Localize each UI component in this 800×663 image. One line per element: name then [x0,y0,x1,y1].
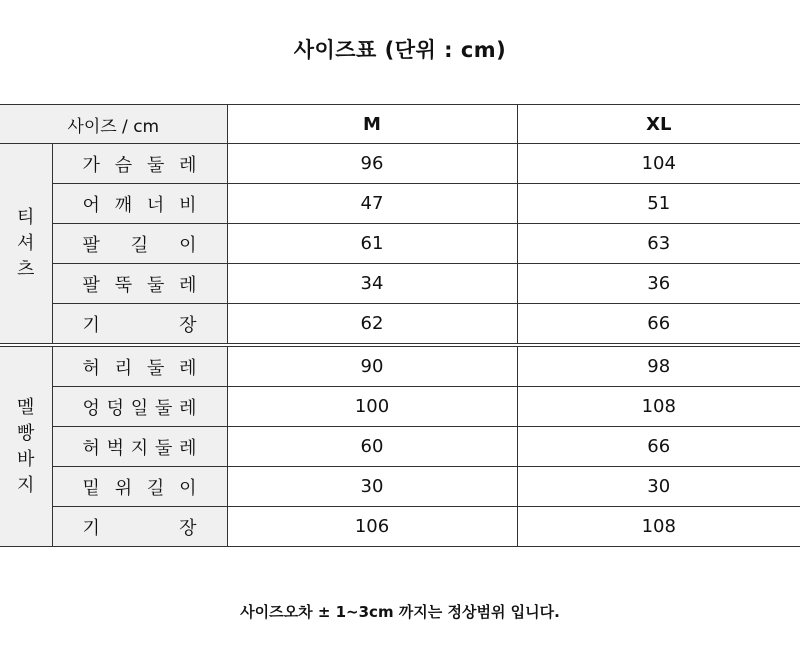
measurement-label-char: 팔 [82,274,100,296]
measurement-label-text [83,394,197,420]
group-label-char: 티 [17,206,35,228]
value-size-xl: 63 [517,224,800,264]
measurement-label-char: 레 [179,274,197,296]
measurement-label-char: 뚝 [114,274,133,296]
table-row [0,144,800,184]
group-label-char: 멜 [17,396,35,418]
table-row [0,507,800,547]
measurement-label-text [83,191,197,217]
measurement-label-char: 장 [179,517,197,539]
group-label-char: 지 [17,474,35,496]
table-row [0,467,800,507]
measurement-label-char: 벅 [106,437,125,459]
header-size-m: M [227,105,517,144]
measurement-label-char: 허 [82,437,100,459]
measurement-label-char: 리 [114,357,133,379]
measurement-label-char: 레 [179,154,197,176]
value-size-m: 61 [227,224,517,264]
measurement-label-char: 가 [82,154,100,176]
measurement-label-char: 길 [146,477,165,499]
value-size-xl: 36 [517,264,800,304]
measurement-label-char: 둘 [146,357,165,379]
measurement-label-char: 둘 [154,397,173,419]
measurement-label-char: 허 [82,357,100,379]
value-size-xl: 51 [517,184,800,224]
measurement-label-char: 밑 [82,477,100,499]
table-row [0,184,800,224]
value-size-xl: 30 [517,467,800,507]
measurement-label [52,467,227,507]
measurement-label-char: 덩 [106,397,125,419]
measurement-label-char: 위 [114,477,133,499]
value-size-m: 30 [227,467,517,507]
measurement-label-char: 이 [179,477,197,499]
value-size-m: 47 [227,184,517,224]
measurement-label-text [83,354,197,380]
value-size-m: 62 [227,304,517,344]
value-size-xl: 108 [517,507,800,547]
measurement-label-char: 기 [82,314,100,336]
measurement-label-char: 이 [179,234,197,256]
measurement-label-char: 둘 [146,274,165,296]
measurement-label [52,387,227,427]
measurement-label [52,264,227,304]
tshirt-group-label [0,144,52,344]
measurement-label-char: 둘 [146,154,165,176]
measurement-label [52,224,227,264]
value-size-m: 96 [227,144,517,184]
measurement-label-text [83,514,197,540]
group-label-char: 빵 [17,422,35,444]
group-label-char: 바 [17,448,35,470]
measurement-label-text [83,311,197,337]
measurement-label [52,304,227,344]
table-row [0,347,800,387]
table-row [0,387,800,427]
measurement-label-char: 엉 [82,397,100,419]
measurement-label-text [83,271,197,297]
measurement-label-char: 지 [130,437,149,459]
measurement-label [52,427,227,467]
size-table [0,104,800,547]
measurement-label-char: 레 [179,397,197,419]
measurement-label [52,507,227,547]
page-title: 사이즈표 (단위 : cm) [293,38,507,62]
measurement-label-text [83,151,197,177]
value-size-xl: 104 [517,144,800,184]
value-size-xl: 108 [517,387,800,427]
value-size-m: 106 [227,507,517,547]
measurement-label-char: 기 [82,517,100,539]
value-size-xl: 66 [517,304,800,344]
measurement-label-char: 장 [179,314,197,336]
measurement-label-char: 일 [130,397,149,419]
header-size-xl: XL [517,105,800,144]
table-row [0,304,800,344]
table-row [0,224,800,264]
value-size-m: 90 [227,347,517,387]
measurement-label-char: 슴 [114,154,133,176]
measurement-label-text [83,474,197,500]
table-row [0,264,800,304]
header-corner: 사이즈 / cm [0,105,227,144]
group-label-char: 셔 [17,232,35,254]
value-size-m: 60 [227,427,517,467]
value-size-m: 34 [227,264,517,304]
measurement-label [52,347,227,387]
value-size-xl: 98 [517,347,800,387]
measurement-label-char: 너 [146,194,165,216]
group-label-char: 츠 [17,258,35,280]
value-size-m: 100 [227,387,517,427]
size-tolerance-note: 사이즈오차 ± 1~3cm 까지는 정상범위 입니다. [240,603,560,621]
measurement-label-char: 어 [82,194,100,216]
measurement-label-char: 레 [179,357,197,379]
measurement-label-text [83,231,197,257]
overalls-group-label [0,347,52,547]
measurement-label-text [83,434,197,460]
measurement-label-char: 길 [130,234,149,256]
value-size-xl: 66 [517,427,800,467]
measurement-label [52,184,227,224]
measurement-label [52,144,227,184]
measurement-label-char: 팔 [82,234,100,256]
measurement-label-char: 둘 [154,437,173,459]
measurement-label-char: 비 [179,194,197,216]
measurement-label-char: 레 [179,437,197,459]
table-header-row [0,105,800,144]
measurement-label-char: 깨 [114,194,133,216]
table-row [0,427,800,467]
